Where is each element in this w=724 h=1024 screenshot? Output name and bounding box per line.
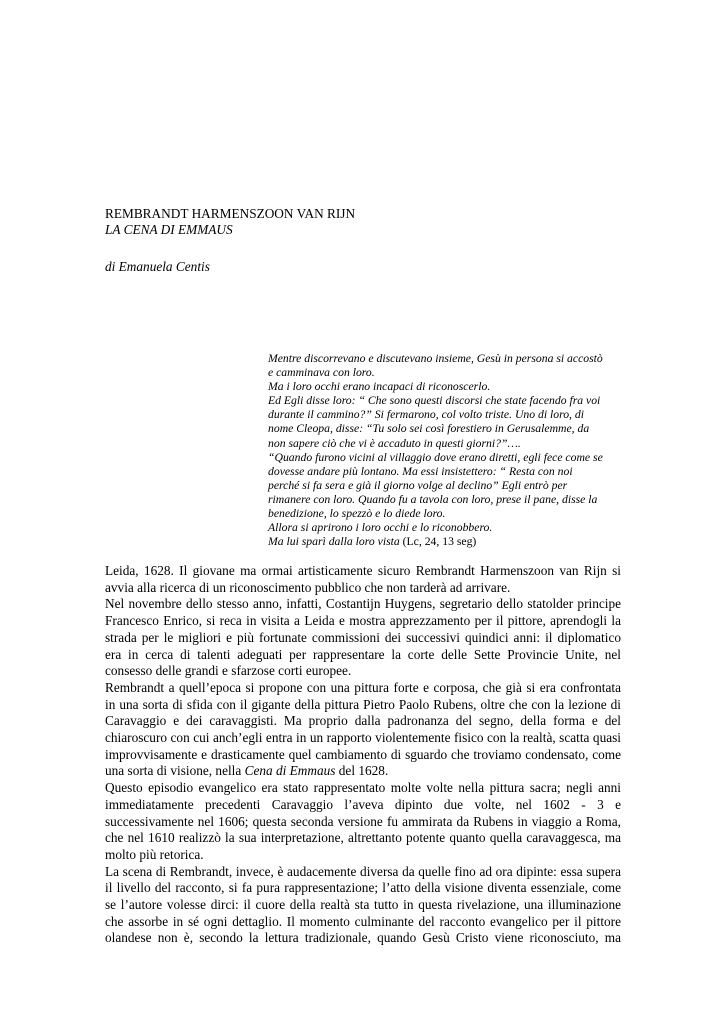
epigraph-line: perché si fa sera e già il giorno volge al declino” Egli entrò per <box>268 478 568 492</box>
epigraph-line: Ma i loro occhi erano incapaci di riconoscerlo. <box>268 380 491 394</box>
body-line: successivamente nel 1606; questa seconda versione fu ammirata da Rubens in viaggio a Roma, <box>105 813 621 829</box>
body-text-fragment: una sorta di visione, nella <box>105 763 245 779</box>
epigraph-line: Ma lui sparì dalla loro vista <box>268 535 400 549</box>
artwork-title: Cena di Emmaus <box>244 763 336 779</box>
body-line: molto più retorica. <box>105 846 204 862</box>
epigraph-line: rimanere con loro. Quando fu a tavola con loro, prese il pane, disse la <box>268 492 598 506</box>
body-line: in una sorta di sfida con il gigante della pittura Pietro Paolo Rubens, oltre che con la lezione di <box>105 696 621 712</box>
epigraph-line: Allora si aprirono i loro occhi e lo riconobbero. <box>268 521 493 535</box>
epigraph-line: durante il cammino?” Si fermarono, col volto triste. Uno di loro, di <box>268 408 584 422</box>
body-line: immediatamente precedenti Caravaggio l’aveva dipinto due volte, nel 1602 - 3 e <box>105 796 621 812</box>
epigraph-line: Ed Egli disse loro: “ Che sono questi discorsi che state facendo fra voi <box>268 394 601 408</box>
body-line: era in cerca di talenti adeguati per rappresentare la corte delle Sette Provincie Unite, nel <box>105 646 621 662</box>
epigraph-line: benedizione, lo spezzò e lo diede loro. <box>268 507 446 521</box>
body-line: La scena di Rembrandt, invece, è audacemente diversa da quelle fino ad ora dipinte: essa supera <box>105 863 621 879</box>
body-line: Caravaggio e dei caravaggisti. Ma proprio dalla padronanza del segno, della forma e del <box>105 713 621 729</box>
document-subtitle: LA CENA DI EMMAUS <box>105 222 233 237</box>
author-byline: di Emanuela Centis <box>105 259 210 274</box>
epigraph-last-line <box>268 535 628 549</box>
epigraph-line: Mentre discorrevano e discutevano insieme, Gesù in persona si accostò <box>268 352 603 365</box>
body-line: Rembrandt a quell’epoca si propone con una pittura forte e corposa, che già si era confrontata <box>105 679 621 695</box>
body-line: che nel 1610 realizzò la sua interpretazione, altrettanto potente quanto quella caravaggesca, ma <box>105 830 621 846</box>
body-line: chiaroscuro con cui anch’egli entra in un rapporto violentemente fisico con la realtà, scatta quasi <box>105 730 621 746</box>
epigraph-line: dovesse andare più lontano. Ma essi insistettero: “ Resta con noi <box>268 464 573 478</box>
epigraph-quote <box>268 352 628 549</box>
scripture-reference: (Lc, 24, 13 seg) <box>399 535 477 549</box>
body-text <box>105 563 621 947</box>
epigraph-line: e camminava con loro. <box>268 366 375 380</box>
epigraph-line: “Quando furono vicini al villaggio dove erano diretti, egli fece come se <box>268 450 603 464</box>
epigraph-line: nome Cleopa, disse: “Tu solo sei così forestiero in Gerusalemme, da <box>268 422 590 436</box>
body-line: improvvisamente e drasticamente quel cambiamento di sguardo che troviamo condensato, come <box>105 746 621 762</box>
body-line: Questo episodio evangelico era stato rappresentato molte volte nella pittura sacra; negli anni <box>105 780 621 796</box>
body-line: Nel novembre dello stesso anno, infatti, Costantijn Huygens, segretario dello statolder principe <box>105 596 621 612</box>
epigraph-line: non sapere ciò che vi è accaduto in questi giorni?”…. <box>268 436 521 450</box>
body-line: Leida, 1628. Il giovane ma ormai artisticamente sicuro Rembrandt Harmenszoon van Rijn si <box>105 563 621 578</box>
document-title: REMBRANDT HARMENSZOON VAN RIJN <box>105 206 356 221</box>
body-text-fragment: del 1628. <box>335 763 389 779</box>
body-line: Francesco Enrico, si reca in visita a Leida e mostra apprezzamento per il pittore, aprendogli la <box>105 613 621 629</box>
body-line: se l’autore volesse dirci: il cuore della realtà sta tutto in questa rivelazione, una illuminazione <box>105 897 621 913</box>
body-line: avvia alla ricerca di un riconoscimento pubblico che non tarderà ad arrivare. <box>105 579 511 595</box>
body-line: il livello del racconto, si fa pura rappresentazione; l’atto della visione diventa essenziale, come <box>105 880 621 896</box>
body-line: strada per le migliori e più fortunate commissioni dei successivi quindici anni: il diplomatico <box>105 629 621 645</box>
document-heading <box>105 206 355 238</box>
body-line: consesso delle grandi e sfarzose corti europee. <box>105 663 352 679</box>
body-line <box>105 763 621 780</box>
body-line: che assorbe in sé ogni dettaglio. Il momento culminante del racconto evangelico per il pittore <box>105 913 621 929</box>
body-line: olandese non è, secondo la lettura tradizionale, quando Gesù Cristo viene riconosciuto, ma <box>105 930 621 946</box>
